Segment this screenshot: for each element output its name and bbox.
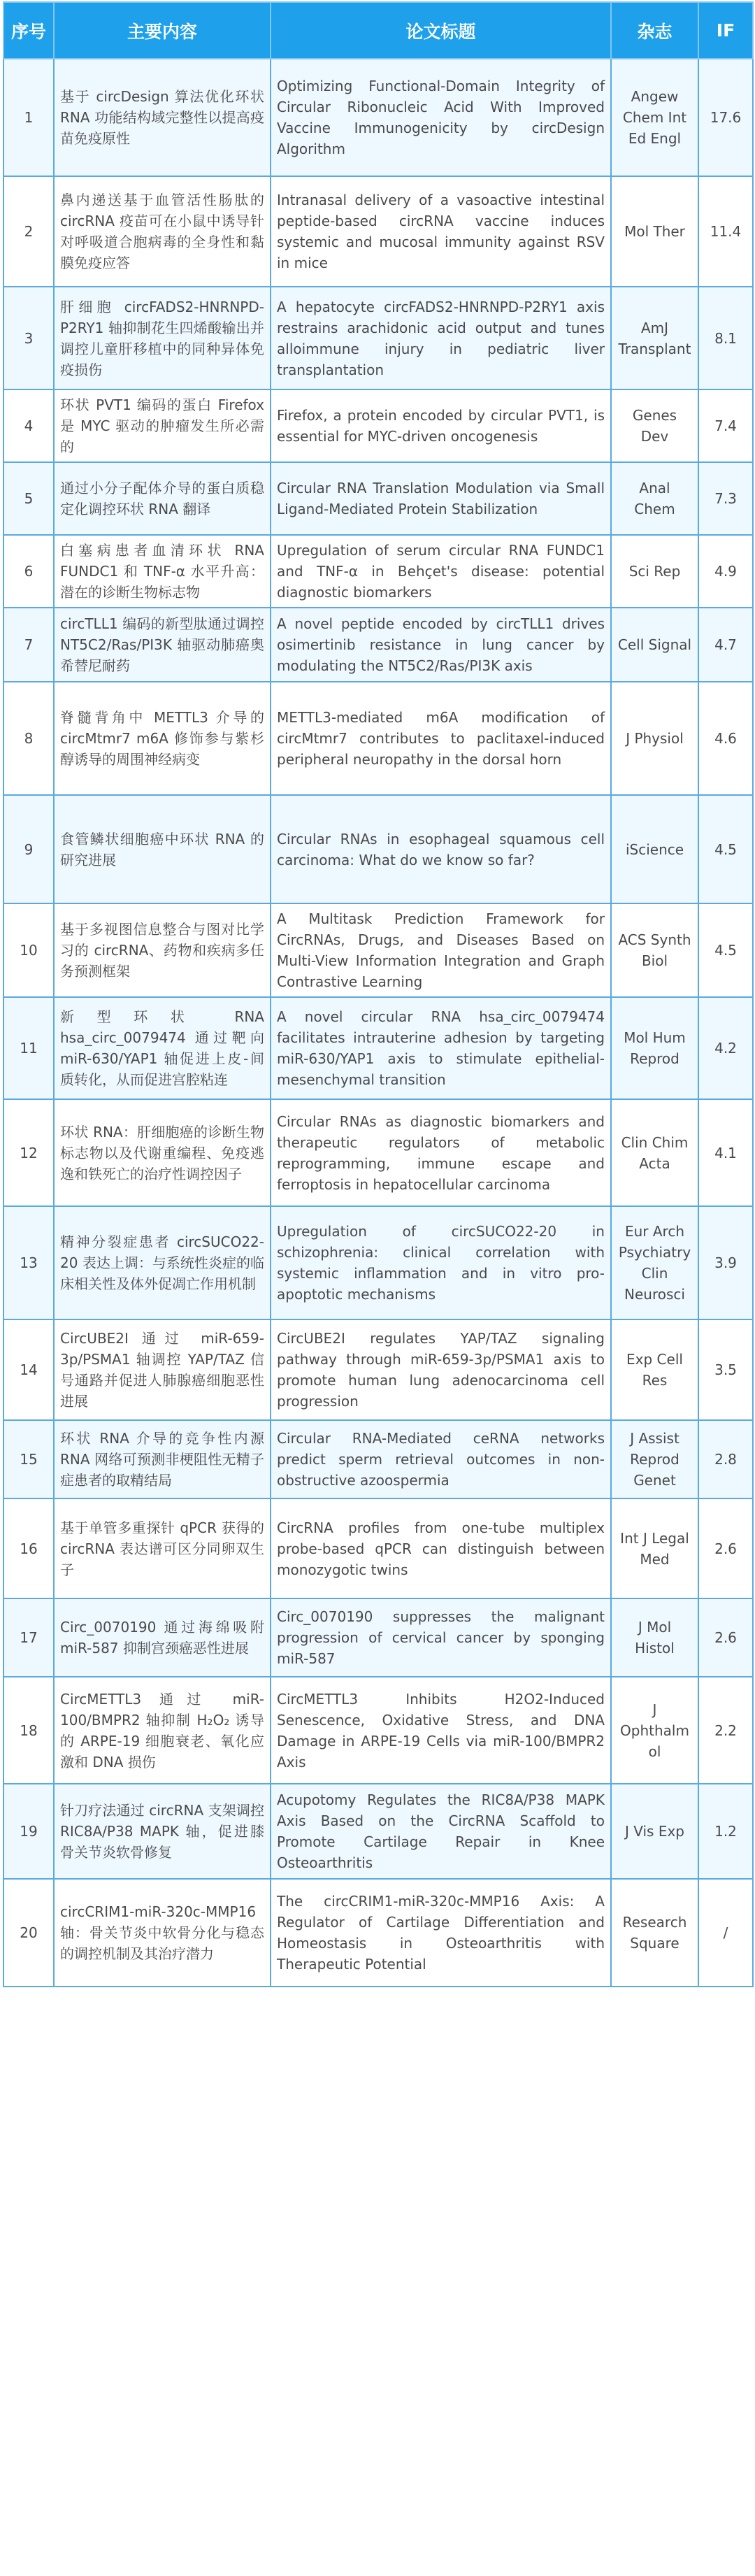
- table-row: [3, 1784, 753, 1879]
- row-paper-title: Acupotomy Regulates the RIC8A/P38 MAPK Axis Based on the CircRNA Scaffold to Promote Cartilage Repair in Knee Osteoarthritis: [271, 1784, 611, 1879]
- row-number: 6: [3, 535, 54, 608]
- row-journal: Exp Cell Res: [611, 1319, 698, 1420]
- row-number: 5: [3, 462, 54, 535]
- header-row: [3, 2, 753, 59]
- row-main-content: 基于单管多重探针 qPCR 获得的 circRNA 表达谱可区分同卵双生子: [54, 1498, 271, 1598]
- row-number: 9: [3, 795, 54, 903]
- row-journal: J Ophthalmol: [611, 1677, 698, 1784]
- row-number: 3: [3, 287, 54, 389]
- row-impact-factor: 11.4: [698, 176, 753, 287]
- row-paper-title: CircRNA profiles from one-tube multiplex probe-based qPCR can distinguish between monozygotic twins: [271, 1498, 611, 1598]
- row-paper-title: Circular RNA Translation Modulation via Small Ligand-Mediated Protein Stabilization: [271, 462, 611, 535]
- row-journal: Research Square: [611, 1879, 698, 1987]
- table-header: [3, 2, 753, 59]
- header-paper-title: 论文标题: [271, 2, 611, 59]
- row-impact-factor: 8.1: [698, 287, 753, 389]
- table-row: [3, 1206, 753, 1319]
- row-main-content: Circ_0070190 通过海绵吸附 miR-587 抑制宫颈癌恶性进展: [54, 1598, 271, 1677]
- row-number: 2: [3, 176, 54, 287]
- table-row: [3, 462, 753, 535]
- table-row: [3, 287, 753, 389]
- row-number: 7: [3, 608, 54, 682]
- row-main-content: 脊髓背角中 METTL3 介导的 circMtmr7 m6A 修饰参与紫杉醇诱导的周围神经病变: [54, 682, 271, 795]
- row-main-content: CircMETTL3 通过 miR-100/BMPR2 轴抑制 H₂O₂ 诱导的 ARPE-19 细胞衰老、氧化应激和 DNA 损伤: [54, 1677, 271, 1784]
- row-impact-factor: 2.8: [698, 1420, 753, 1498]
- row-paper-title: Circular RNAs in esophageal squamous cell carcinoma: What do we know so far?: [271, 795, 611, 903]
- header-no: 序号: [3, 2, 54, 59]
- row-impact-factor: 4.5: [698, 795, 753, 903]
- table-row: [3, 682, 753, 795]
- row-paper-title: Circ_0070190 suppresses the malignant progression of cervical cancer by sponging miR-587: [271, 1598, 611, 1677]
- row-impact-factor: 2.2: [698, 1677, 753, 1784]
- row-number: 20: [3, 1879, 54, 1987]
- table-row: [3, 1598, 753, 1677]
- row-number: 14: [3, 1319, 54, 1420]
- row-main-content: 食管鳞状细胞癌中环状 RNA 的研究进展: [54, 795, 271, 903]
- row-impact-factor: 2.6: [698, 1598, 753, 1677]
- row-impact-factor: 4.5: [698, 903, 753, 997]
- row-impact-factor: 3.5: [698, 1319, 753, 1420]
- row-paper-title: Optimizing Functional-Domain Integrity of Circular Ribonucleic Acid With Improved Vaccine Immunogenicity by circDesign Algorithm: [271, 59, 611, 176]
- row-journal: ACS Synth Biol: [611, 903, 698, 997]
- row-main-content: 通过小分子配体介导的蛋白质稳定化调控环状 RNA 翻译: [54, 462, 271, 535]
- row-number: 4: [3, 389, 54, 462]
- header-impact-factor: IF: [698, 2, 753, 59]
- row-paper-title: A hepatocyte circFADS2-HNRNPD-P2RY1 axis restrains arachidonic acid output and tunes alloimmune injury in pediatric liver transplantation: [271, 287, 611, 389]
- row-impact-factor: 1.2: [698, 1784, 753, 1879]
- table-row: [3, 59, 753, 176]
- table-row: [3, 1879, 753, 1987]
- row-journal: Anal Chem: [611, 462, 698, 535]
- row-number: 15: [3, 1420, 54, 1498]
- row-paper-title: A novel peptide encoded by circTLL1 drives osimertinib resistance in lung cancer by modulating the NT5C2/Ras/PI3K axis: [271, 608, 611, 682]
- row-main-content: 环状 RNA：肝细胞癌的诊断生物标志物以及代谢重编程、免疫逃逸和铁死亡的治疗性调控因子: [54, 1099, 271, 1206]
- row-paper-title: Upregulation of serum circular RNA FUNDC1 and TNF-α in Behçet's disease: potential diagnostic biomarkers: [271, 535, 611, 608]
- row-impact-factor: 7.3: [698, 462, 753, 535]
- row-journal: Mol Hum Reprod: [611, 997, 698, 1099]
- row-paper-title: METTL3-mediated m6A modification of circMtmr7 contributes to paclitaxel-induced peripheral neuropathy in the dorsal horn: [271, 682, 611, 795]
- row-journal: iScience: [611, 795, 698, 903]
- row-paper-title: A novel circular RNA hsa_circ_0079474 facilitates intrauterine adhesion by targeting miR-630/YAP1 axis to stimulate epithelial-mesenchymal transition: [271, 997, 611, 1099]
- row-main-content: circTLL1 编码的新型肽通过调控 NT5C2/Ras/PI3K 轴驱动肺癌奥希替尼耐药: [54, 608, 271, 682]
- row-paper-title: Upregulation of circSUCO22-20 in schizophrenia: clinical correlation with systemic inflammation and in vitro pro-apoptotic mechanisms: [271, 1206, 611, 1319]
- row-impact-factor: 4.1: [698, 1099, 753, 1206]
- row-number: 18: [3, 1677, 54, 1784]
- row-paper-title: Circular RNAs as diagnostic biomarkers and therapeutic regulators of metabolic reprogramming, immune escape and ferroptosis in hepatocellular carcinoma: [271, 1099, 611, 1206]
- row-main-content: CircUBE2I 通过 miR-659-3p/PSMA1 轴调控 YAP/TAZ 信号通路并促进人肺腺癌细胞恶性进展: [54, 1319, 271, 1420]
- row-paper-title: Firefox, a protein encoded by circular PVT1, is essential for MYC-driven oncogenesis: [271, 389, 611, 462]
- row-main-content: 鼻内递送基于血管活性肠肽的 circRNA 疫苗可在小鼠中诱导针对呼吸道合胞病毒的全身性和黏膜免疫应答: [54, 176, 271, 287]
- header-main-content: 主要内容: [54, 2, 271, 59]
- table-row: [3, 1319, 753, 1420]
- row-main-content: 白塞病患者血清环状 RNA FUNDC1 和 TNF-α 水平升高：潜在的诊断生物标志物: [54, 535, 271, 608]
- row-paper-title: A Multitask Prediction Framework for CircRNAs, Drugs, and Diseases Based on Multi-View Information Integration and Graph Contrastive Learning: [271, 903, 611, 997]
- row-paper-title: Intranasal delivery of a vasoactive intestinal peptide-based circRNA vaccine induces systemic and mucosal immunity against RSV in mice: [271, 176, 611, 287]
- header-journal: 杂志: [611, 2, 698, 59]
- row-journal: Sci Rep: [611, 535, 698, 608]
- row-number: 10: [3, 903, 54, 997]
- table-row: [3, 997, 753, 1099]
- table-row: [3, 389, 753, 462]
- row-main-content: 精神分裂症患者 circSUCO22-20 表达上调：与系统性炎症的临床相关性及体外促凋亡作用机制: [54, 1206, 271, 1319]
- row-number: 11: [3, 997, 54, 1099]
- row-paper-title: CircUBE2I regulates YAP/TAZ signaling pathway through miR-659-3p/PSMA1 axis to promote human lung adenocarcinoma cell progression: [271, 1319, 611, 1420]
- row-journal: Clin Chim Acta: [611, 1099, 698, 1206]
- row-main-content: 环状 PVT1 编码的蛋白 Firefox 是 MYC 驱动的肿瘤发生所必需的: [54, 389, 271, 462]
- row-impact-factor: /: [698, 1879, 753, 1987]
- table-body: [3, 59, 753, 1987]
- row-journal: Int J Legal Med: [611, 1498, 698, 1598]
- row-paper-title: The circCRIM1-miR-320c-MMP16 Axis: A Regulator of Cartilage Differentiation and Homeostasis in Osteoarthritis with Therapeutic Potential: [271, 1879, 611, 1987]
- row-journal: Angew Chem Int Ed Engl: [611, 59, 698, 176]
- table-row: [3, 1677, 753, 1784]
- table-row: [3, 1498, 753, 1598]
- row-main-content: 新型环状 RNA hsa_circ_0079474 通过靶向 miR-630/YAP1 轴促进上皮-间质转化，从而促进宫腔粘连: [54, 997, 271, 1099]
- row-journal: Eur Arch Psychiatry Clin Neurosci: [611, 1206, 698, 1319]
- table-row: [3, 176, 753, 287]
- table-row: [3, 608, 753, 682]
- row-journal: J Physiol: [611, 682, 698, 795]
- table-row: [3, 1099, 753, 1206]
- row-main-content: 环状 RNA 介导的竞争性内源 RNA 网络可预测非梗阻性无精子症患者的取精结局: [54, 1420, 271, 1498]
- row-journal: Genes Dev: [611, 389, 698, 462]
- table-row: [3, 535, 753, 608]
- row-main-content: 肝细胞 circFADS2-HNRNPD-P2RY1 轴抑制花生四烯酸输出并调控儿童肝移植中的同种异体免疫损伤: [54, 287, 271, 389]
- row-journal: J Assist Reprod Genet: [611, 1420, 698, 1498]
- row-impact-factor: 4.7: [698, 608, 753, 682]
- row-main-content: 基于 circDesign 算法优化环状 RNA 功能结构域完整性以提高疫苗免疫原性: [54, 59, 271, 176]
- row-journal: AmJ Transplant: [611, 287, 698, 389]
- row-number: 8: [3, 682, 54, 795]
- row-number: 19: [3, 1784, 54, 1879]
- row-impact-factor: 4.6: [698, 682, 753, 795]
- row-number: 16: [3, 1498, 54, 1598]
- row-number: 13: [3, 1206, 54, 1319]
- row-main-content: 针刀疗法通过 circRNA 支架调控 RIC8A/P38 MAPK 轴，促进膝骨关节炎软骨修复: [54, 1784, 271, 1879]
- row-journal: Mol Ther: [611, 176, 698, 287]
- table-row: [3, 903, 753, 997]
- row-journal: J Mol Histol: [611, 1598, 698, 1677]
- table-row: [3, 795, 753, 903]
- row-impact-factor: 2.6: [698, 1498, 753, 1598]
- row-journal: Cell Signal: [611, 608, 698, 682]
- row-impact-factor: 3.9: [698, 1206, 753, 1319]
- row-impact-factor: 4.2: [698, 997, 753, 1099]
- row-impact-factor: 17.6: [698, 59, 753, 176]
- row-journal: J Vis Exp: [611, 1784, 698, 1879]
- row-main-content: 基于多视图信息整合与图对比学习的 circRNA、药物和疾病多任务预测框架: [54, 903, 271, 997]
- row-number: 1: [3, 59, 54, 176]
- row-number: 12: [3, 1099, 54, 1206]
- table-row: [3, 1420, 753, 1498]
- row-paper-title: Circular RNA-Mediated ceRNA networks predict sperm retrieval outcomes in non-obstructive azoospermia: [271, 1420, 611, 1498]
- row-paper-title: CircMETTL3 Inhibits H2O2-Induced Senescence, Oxidative Stress, and DNA Damage in ARPE-19 Cells via miR-100/BMPR2 Axis: [271, 1677, 611, 1784]
- row-number: 17: [3, 1598, 54, 1677]
- row-impact-factor: 7.4: [698, 389, 753, 462]
- paper-list-table: [3, 1, 754, 1987]
- row-main-content: circCRIM1-miR-320c-MMP16 轴：骨关节炎中软骨分化与稳态的调控机制及其治疗潜力: [54, 1879, 271, 1987]
- row-impact-factor: 4.9: [698, 535, 753, 608]
